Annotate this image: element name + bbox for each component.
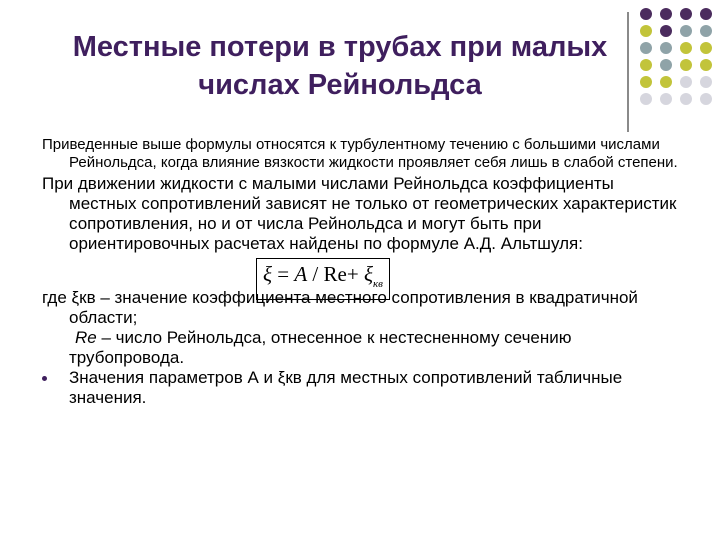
formula-div: / Re+ — [307, 262, 364, 286]
decorative-dot — [660, 25, 672, 37]
decorative-dot — [680, 59, 692, 71]
decorative-dot — [640, 59, 652, 71]
decorative-dot — [660, 76, 672, 88]
paragraph-low-reynolds: При движении жидкости с малыми числами Рейнольдса коэффициенты местных сопротивлений зависят не только от геометрических характеристик сопротивления, но и от числа Рейнольдса и могут быть при ориентировочных расчетах найдены по формуле А.Д. Альтшуля: — [42, 174, 677, 253]
re-description: – число Рейнольдса, отнесенное к нестесненному сечению трубопровода. — [69, 328, 572, 367]
slide-body — [42, 136, 682, 408]
decorative-dot — [660, 93, 672, 105]
bullet-icon — [42, 376, 47, 381]
paragraph-turbulent: Приведенные выше формулы относятся к турбулентному течению с большими числами Рейнольдса, когда влияние вязкости жидкости проявляет себя лишь в слабой степени. — [42, 136, 678, 171]
bullet-item-parameters — [42, 368, 682, 408]
decorative-dot — [640, 8, 652, 20]
formula-xi: ξ — [263, 262, 272, 286]
decorative-dot — [660, 59, 672, 71]
decorative-dot — [680, 8, 692, 20]
decorative-dot — [680, 42, 692, 54]
paragraph-xi-kv: где ξкв – значение коэффициента местного сопротивления в квадратичной области; — [42, 288, 638, 327]
formula-xi-kv: ξ — [363, 262, 373, 286]
decorative-dot — [640, 76, 652, 88]
decorative-dot — [680, 93, 692, 105]
decorative-dot — [700, 59, 712, 71]
altshul-formula — [256, 258, 390, 300]
decorative-dot — [700, 76, 712, 88]
bullet-text: Значения параметров А и ξкв для местных сопротивлений табличные значения. — [69, 368, 623, 407]
decorative-dot — [640, 25, 652, 37]
decorative-dot — [680, 76, 692, 88]
decorative-dot — [660, 8, 672, 20]
formula-subscript: кв — [372, 278, 383, 290]
paragraph-re — [42, 328, 682, 368]
decorative-dot — [660, 42, 672, 54]
decorative-dot — [680, 25, 692, 37]
decorative-dot — [640, 93, 652, 105]
decorative-dot — [700, 8, 712, 20]
formula-equals: = — [272, 262, 295, 286]
slide-title: Местные потери в трубах при малых числах Рейнольдса — [72, 31, 608, 101]
decorative-dot — [700, 93, 712, 105]
divider-line — [627, 12, 629, 132]
decorative-dot — [640, 42, 652, 54]
formula-a: A — [294, 262, 308, 286]
decorative-dot — [700, 25, 712, 37]
decorative-dot — [700, 42, 712, 54]
formula-container — [42, 254, 682, 292]
re-symbol: Re — [75, 328, 97, 347]
